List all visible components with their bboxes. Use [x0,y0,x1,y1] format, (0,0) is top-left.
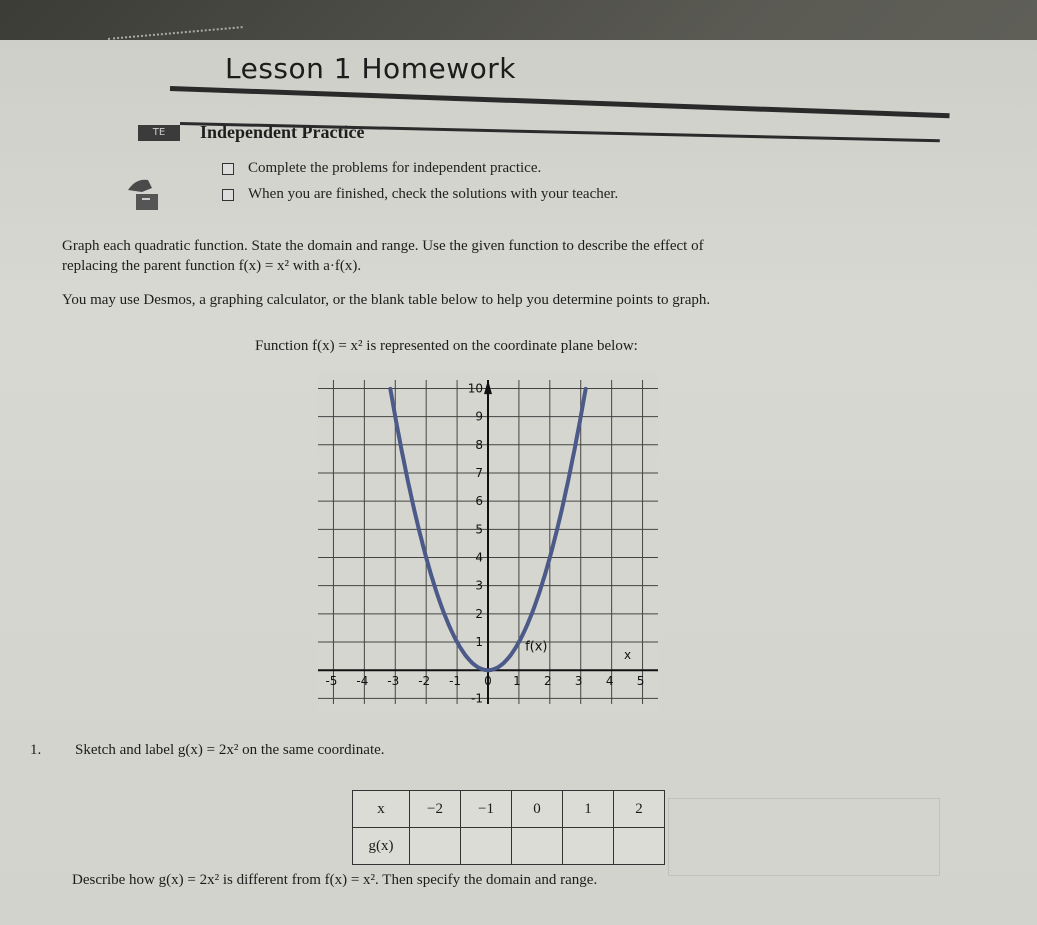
checklist-text: Complete the problems for independent practice. [248,160,542,176]
table-cell: 2 [614,791,665,828]
x-tick-label: -3 [387,674,400,689]
x-tick-label: 2 [543,674,552,689]
function-intro: Function f(x) = x² is represented on the coordinate plane below: [255,338,638,354]
question-1 [30,742,385,759]
table-input-cell[interactable] [410,828,461,865]
instructions-line-2: replacing the parent function f(x) = x² with a·f(x). [62,258,362,274]
instructions-line-1: Graph each quadratic function. State the domain and range. Use the given function to describe the effect of [62,238,704,254]
checkbox[interactable] [222,163,234,175]
page-title: Lesson 1 Homework [225,52,516,85]
x-tick-label: 1 [513,674,521,689]
x-axis-letter: x [624,647,632,662]
checkbox[interactable] [222,189,234,201]
y-tick-label: 1 [475,635,483,650]
table-header-x: x [353,791,410,828]
values-table [352,790,665,865]
x-tick-label: -2 [418,674,431,689]
faded-grid-decoration [668,798,940,876]
y-tick-label: 10 [467,381,483,396]
x-tick-label: -4 [356,674,369,689]
checklist-item[interactable] [222,160,541,177]
question-text: Sketch and label g(x) = 2x² on the same coordinate. [75,742,385,758]
y-tick-label: 2 [475,606,483,621]
x-tick-label: 0 [484,674,492,689]
checklist-text: When you are finished, check the solutions with your teacher. [248,186,619,202]
x-tick-label: -1 [449,674,462,689]
y-tick-label: 3 [475,578,483,593]
function-label: f(x) [525,639,548,655]
table-cell: 0 [512,791,563,828]
table-cell: −1 [461,791,512,828]
table-header-gx: g(x) [353,828,410,865]
x-tick-label: -5 [325,674,338,689]
x-tick-label: 3 [574,674,583,689]
x-tick-label: 5 [636,674,645,689]
table-input-cell[interactable] [614,828,665,865]
x-tick-label: 4 [605,674,614,689]
question-number: 1. [30,742,42,758]
table-input-cell[interactable] [461,828,512,865]
section-badge: TE [138,125,180,141]
describe-question: Describe how g(x) = 2x² is different from f(x) = x². Then specify the domain and range. [72,872,598,888]
hand-writing-icon [122,168,170,216]
table-row [353,828,665,865]
y-tick-label: 8 [475,437,483,452]
table-cell: 1 [563,791,614,828]
table-input-cell[interactable] [563,828,614,865]
table-row [353,791,665,828]
y-tick-label: 7 [475,465,483,480]
y-tick-label: -1 [471,691,483,706]
y-tick-label: 9 [475,409,483,424]
y-tick-label: 5 [475,522,483,537]
checklist-item[interactable] [222,186,618,203]
tools-note: You may use Desmos, a graphing calculator, or the blank table below to help you determine points to graph. [62,292,711,308]
table-cell: −2 [410,791,461,828]
y-tick-label: 4 [475,550,483,565]
section-title: Independent Practice [200,122,365,142]
table-input-cell[interactable] [512,828,563,865]
y-tick-label: 6 [475,494,483,509]
coordinate-plane [318,372,658,712]
